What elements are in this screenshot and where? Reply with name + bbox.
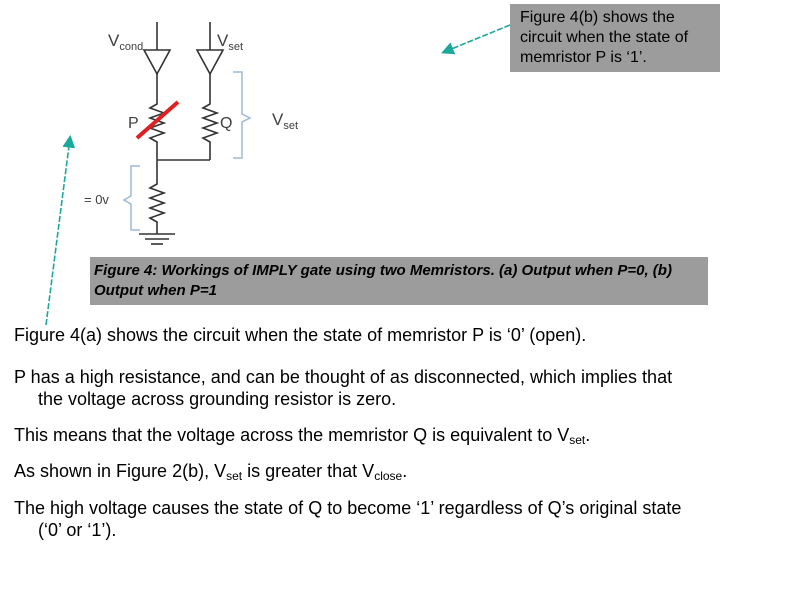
paragraph-2-line-1: P has a high resistance, and can be thought of as disconnected, which implies that	[14, 367, 673, 387]
v-set-top-label: $V_{set}$	[217, 31, 244, 53]
grounding-resistor-symbol	[150, 180, 164, 234]
memristor-p-slash	[137, 102, 178, 138]
zero-volt-bracket	[124, 166, 140, 230]
ground-symbol	[139, 234, 175, 244]
callout-arrow-left	[46, 138, 70, 325]
paragraph-2-line-2: the voltage across grounding resistor is zero.	[38, 389, 397, 409]
figure-4-caption: Figure 4: Workings of IMPLY gate using two Memristors. (a) Output when P=0, (b) Output when P=1	[90, 257, 708, 305]
label-q: Q	[220, 115, 233, 132]
memristor-p-symbol	[150, 100, 164, 160]
v-set-bracket	[233, 72, 250, 158]
paragraph-5-line-2: (‘0’ or ‘1’).	[38, 520, 117, 540]
v-cond-source-symbol	[144, 22, 170, 100]
callout-arrow-top	[444, 25, 510, 52]
paragraph-1: Figure 4(a) shows the circuit when the state of memristor P is ‘0’ (open).	[14, 325, 587, 345]
v-cond-label: $V_{cond}$	[108, 31, 144, 53]
paragraph-5-line-1: The high voltage causes the state of Q to become ‘1’ regardless of Q’s original state	[14, 498, 682, 518]
paragraph-3: This means that the voltage across the memristor Q is equivalent to $V_{set}$.	[14, 425, 591, 447]
paragraph-2	[14, 366, 784, 410]
memristor-q-symbol	[203, 100, 217, 160]
figure-4b-callout: Figure 4(b) shows the circuit when the state of memristor P is ‘1’.	[510, 4, 720, 72]
paragraph-5	[14, 497, 784, 541]
paragraph-4: As shown in Figure 2(b), $V_{set}$ is greater that $V_{close}$.	[14, 461, 408, 483]
v-set-bracket-label: $V_{set}$	[272, 110, 299, 132]
zero-volt-label: = 0v	[84, 192, 109, 207]
label-p: P	[128, 115, 139, 132]
